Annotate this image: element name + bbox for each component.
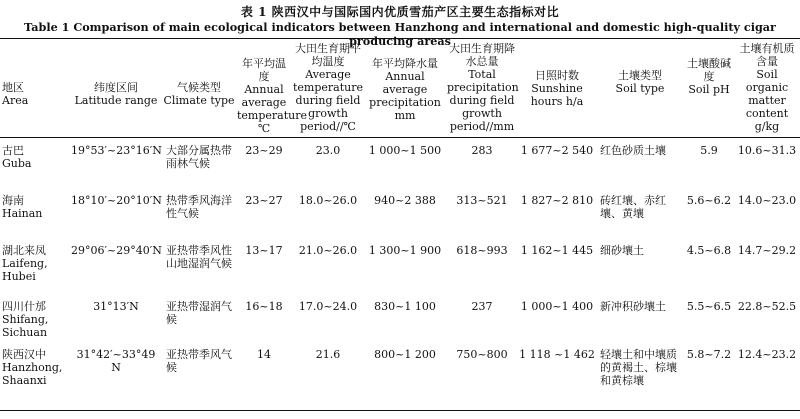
cell-annual-precip: 940~2 388 xyxy=(374,194,436,207)
cell-sunshine: 1 827~2 810 xyxy=(520,194,594,207)
table-title-chinese: 表 1 陕西汉中与国际国内优质雪茄产区主要生态指标对比 xyxy=(240,5,560,19)
cell-soil-type: 砖红壤、赤红壤、黄壤 xyxy=(600,194,666,220)
cell-annual-precip: 830~1 100 xyxy=(374,300,436,313)
cell-latitude: 19°53′~23°16′N xyxy=(71,144,162,157)
cell-climate: 亚热带湿润气候 xyxy=(166,300,232,326)
cell-annual-temp: 13~17 xyxy=(245,244,283,257)
cell-annual-precip: 1 000~1 500 xyxy=(368,144,442,157)
cell-annual-temp: 23~29 xyxy=(245,144,283,157)
cell-latitude: 18°10′~20°10′N xyxy=(71,194,162,207)
cell-climate: 亚热带季风气候 xyxy=(162,342,236,411)
cell-field-temp: 18.0~26.0 xyxy=(298,194,358,207)
cell-area: 四川什邡 Shifang, Sichuan xyxy=(2,300,49,339)
cell-sunshine: 1 118 ~1 462 xyxy=(518,342,596,411)
header-soil-ph: 土壤酸碱度 Soil pH xyxy=(684,39,734,138)
table-row xyxy=(0,294,800,342)
cell-field-temp: 23.0 xyxy=(315,144,341,157)
cell-annual-temp: 16~18 xyxy=(245,300,283,313)
header-soil-type: 土壤类型 Soil type xyxy=(596,39,684,138)
cell-annual-temp: 23~27 xyxy=(245,194,283,207)
header-latitude: 纬度区间 Latitude range xyxy=(70,39,162,138)
cell-sunshine: 1 162~1 445 xyxy=(520,244,594,257)
cell-organic-matter: 22.8~52.5 xyxy=(737,300,797,313)
header-annual-precip: 年平均降水量 Annual average precipitation mm xyxy=(364,39,446,138)
cell-area: 海南 Hainan xyxy=(2,194,43,220)
cell-organic-matter: 12.4~23.2 xyxy=(734,342,800,411)
table-row xyxy=(0,342,800,411)
cell-soil-type: 红色砂质土壤 xyxy=(600,144,666,157)
header-annual-temp: 年平均温度 Annual average temperature ℃ xyxy=(236,39,292,138)
header-sunshine: 日照时数 Sunshine hours h/a xyxy=(518,39,596,138)
cell-organic-matter: 10.6~31.3 xyxy=(737,144,797,157)
cell-latitude: 31°13′N xyxy=(93,300,139,313)
cell-latitude: 31°42′~33°49 N xyxy=(70,342,162,411)
table-title-english: Table 1 Comparison of main ecological indicators between Hanzhong and international and domestic high-quality cigar producing areas xyxy=(24,20,776,48)
cell-field-precip: 618~993 xyxy=(456,244,508,257)
cell-annual-precip: 800~1 200 xyxy=(364,342,446,411)
header-climate: 气候类型 Climate type xyxy=(162,39,236,138)
table-header-row xyxy=(0,39,800,138)
cell-field-precip: 237 xyxy=(471,300,493,313)
cell-soil-type: 细砂壤土 xyxy=(600,244,644,257)
cell-climate: 热带季风海洋性气候 xyxy=(166,194,232,220)
cell-soil-ph: 5.6~6.2 xyxy=(686,194,732,207)
cell-area: 古巴 Guba xyxy=(2,144,32,170)
cell-field-precip: 313~521 xyxy=(456,194,508,207)
cell-organic-matter: 14.0~23.0 xyxy=(737,194,797,207)
header-field-precip: 大田生育期降水总量 Total precipitation during field growth period//mm xyxy=(446,39,518,138)
cell-field-temp: 21.0~26.0 xyxy=(298,244,358,257)
ecological-indicators-table xyxy=(0,38,800,411)
cell-soil-type: 轻壤土和中壤质的黄褐土、棕壤和黄棕壤 xyxy=(596,342,684,411)
cell-field-precip: 283 xyxy=(471,144,493,157)
cell-annual-precip: 1 300~1 900 xyxy=(368,244,442,257)
cell-field-temp: 21.6 xyxy=(292,342,364,411)
header-area: 地区 Area xyxy=(0,39,70,138)
table-row xyxy=(0,238,800,294)
cell-sunshine: 1 677~2 540 xyxy=(520,144,594,157)
table-row xyxy=(0,138,800,189)
cell-soil-ph: 5.8~7.2 xyxy=(684,342,734,411)
cell-organic-matter: 14.7~29.2 xyxy=(737,244,797,257)
cell-soil-ph: 4.5~6.8 xyxy=(686,244,732,257)
cell-soil-ph: 5.9 xyxy=(700,144,718,157)
cell-field-precip: 750~800 xyxy=(446,342,518,411)
header-field-temp: 大田生育期平均温度 Average temperature during field growth period//℃ xyxy=(292,39,364,138)
table-row xyxy=(0,188,800,238)
cell-soil-type: 新冲积砂壤土 xyxy=(600,300,666,313)
cell-field-temp: 17.0~24.0 xyxy=(298,300,358,313)
header-organic-matter: 土壤有机质含量 Soil organic matter content g/kg xyxy=(734,39,800,138)
cell-climate: 大部分属热带雨林气候 xyxy=(166,144,232,170)
cell-climate: 亚热带季风性山地湿润气候 xyxy=(166,244,232,270)
cell-soil-ph: 5.5~6.5 xyxy=(686,300,732,313)
cell-latitude: 29°06′~29°40′N xyxy=(71,244,162,257)
cell-area: 湖北来凤 Laifeng, Hubei xyxy=(2,244,48,283)
cell-area: 陕西汉中 Hanzhong, Shaanxi xyxy=(0,342,70,411)
cell-sunshine: 1 000~1 400 xyxy=(520,300,594,313)
cell-annual-temp: 14 xyxy=(236,342,292,411)
